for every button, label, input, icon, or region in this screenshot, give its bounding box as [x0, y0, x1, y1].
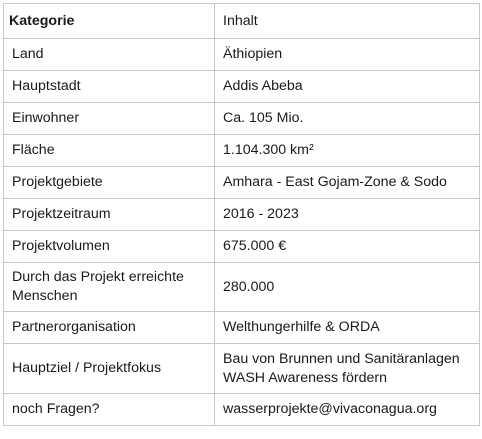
table-row-partnerorganisation — [4, 312, 480, 344]
table-row-flaeche — [4, 135, 480, 167]
row-label: Hauptziel / Projektfokus — [4, 344, 215, 394]
header-kategorie: Kategorie — [4, 4, 215, 39]
row-value — [215, 344, 480, 394]
row-value: 2016 - 2023 — [215, 199, 480, 231]
row-label: Projektzeitraum — [4, 199, 215, 231]
row-value: Äthiopien — [215, 39, 480, 71]
row-value: 280.000 — [215, 263, 480, 312]
row-label: noch Fragen? — [4, 394, 215, 426]
table-header-row — [4, 4, 480, 39]
row-value-line: Bau von Brunnen und Sanitäranlagen — [223, 350, 460, 367]
row-label: Land — [4, 39, 215, 71]
row-value: Welthungerhilfe & ORDA — [215, 312, 480, 344]
row-label: Fläche — [4, 135, 215, 167]
row-value: 1.104.300 km² — [215, 135, 480, 167]
row-label: Einwohner — [4, 103, 215, 135]
table-row-hauptziel — [4, 344, 480, 394]
row-label: Partnerorganisation — [4, 312, 215, 344]
row-label: Hauptstadt — [4, 71, 215, 103]
row-label-line: Menschen — [12, 288, 78, 304]
row-value: Ca. 105 Mio. — [215, 103, 480, 135]
table-row-einwohner — [4, 103, 480, 135]
table-row-erreichte-menschen — [4, 263, 480, 312]
table-row-projektvolumen — [4, 231, 480, 263]
row-value: Amhara - East Gojam-Zone & Sodo — [215, 167, 480, 199]
row-value: 675.000 € — [215, 231, 480, 263]
table-row-fragen — [4, 394, 480, 426]
row-label-line: Durch das Projekt erreichte — [12, 269, 184, 285]
info-table-container — [3, 3, 479, 426]
row-label — [4, 263, 215, 312]
row-label: Projektgebiete — [4, 167, 215, 199]
project-info-table — [3, 3, 480, 426]
row-value-line: WASH Awareness fördern — [223, 369, 388, 386]
row-value: Addis Abeba — [215, 71, 480, 103]
table-row-hauptstadt — [4, 71, 480, 103]
table-row-projektzeitraum — [4, 199, 480, 231]
row-value-email: wasserprojekte@vivaconagua.org — [215, 394, 480, 426]
row-label: Projektvolumen — [4, 231, 215, 263]
header-inhalt: Inhalt — [215, 4, 480, 39]
table-row-land — [4, 39, 480, 71]
table-row-projektgebiete — [4, 167, 480, 199]
